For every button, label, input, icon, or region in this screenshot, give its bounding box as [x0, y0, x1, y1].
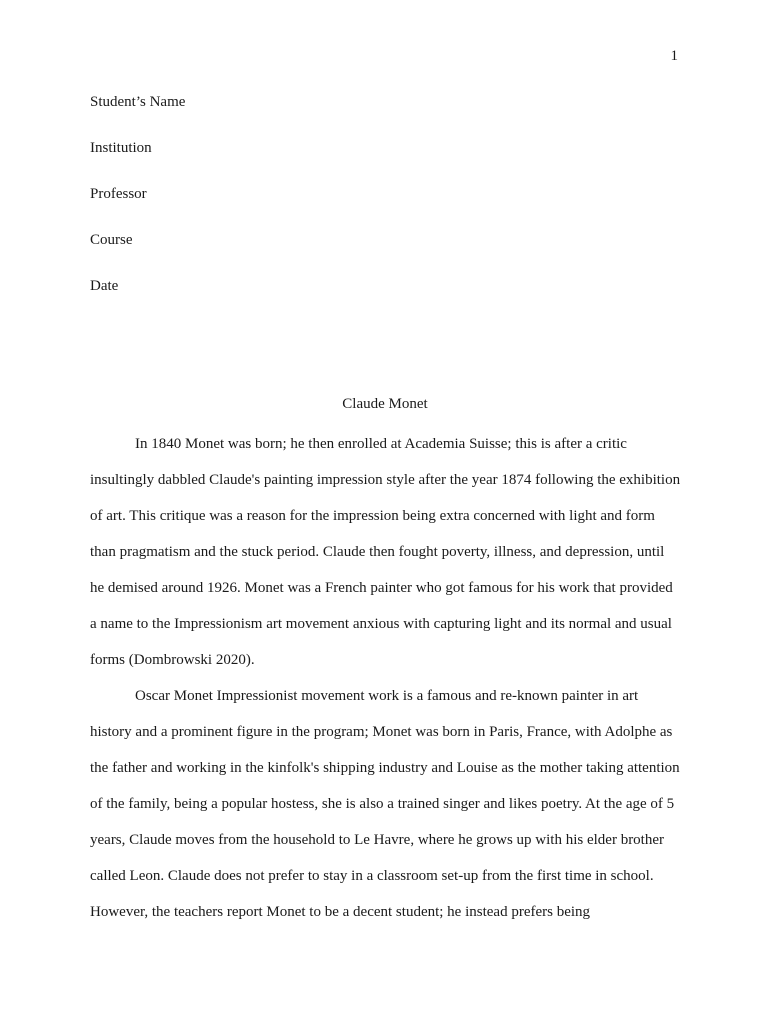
course: Course — [90, 232, 133, 248]
essay-header — [90, 92, 680, 322]
date: Date — [90, 278, 119, 294]
institution: Institution — [90, 140, 152, 156]
essay-title: Claude Monet — [342, 396, 428, 412]
paragraph-2: Oscar Monet Impressionist movement work is a famous and re-known painter in art history and a prominent figure in the program; Monet was born in Paris, France, with Adolphe as the father and working in the kinfolk's shipping industry and Louise as the mother taking attention of the family, being a popular hostess, she is also a trained singer and likes poetry. At the age of 5 years, Claude moves from the household to Le Havre, where he grows up with his elder brother called Leon. Claude does not prefer to stay in a classroom set-up from the first time in school. However, the teachers report Monet to be a decent student; he instead prefers being — [90, 688, 680, 920]
essay-body — [90, 426, 682, 930]
page-number: 1 — [670, 48, 678, 64]
paragraph-1: In 1840 Monet was born; he then enrolled at Academia Suisse; this is after a critic insultingly dabbled Claude's painting impression style after the year 1874 following the exhibition of art. This critique was a reason for the impression being extra concerned with light and form than pragmatism and the stuck period. Claude then fought poverty, illness, and depression, until he demised around 1926. Monet was a French painter who got famous for his work that provided a name to the Impressionism art movement anxious with capturing light and its normal and usual forms (Dombrowski 2020). — [90, 436, 681, 668]
student-name: Student’s Name — [90, 94, 186, 110]
professor: Professor — [90, 186, 147, 202]
